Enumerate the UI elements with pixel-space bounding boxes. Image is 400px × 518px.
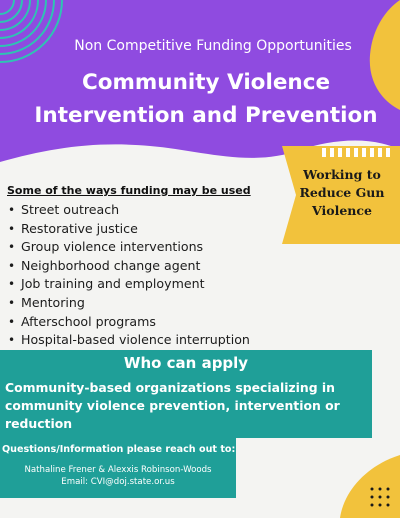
list-item-label: Afterschool programs bbox=[21, 313, 156, 329]
list-item bbox=[8, 275, 250, 294]
bullet-icon: • bbox=[8, 333, 16, 348]
list-item-label: Hospital-based violence interruption bbox=[21, 332, 250, 348]
bullet-icon: • bbox=[8, 314, 16, 329]
ways-list bbox=[8, 201, 250, 350]
who-text: Community-based organizations specializing in community violence prevention, intervention or reduction bbox=[5, 380, 340, 431]
list-item bbox=[8, 331, 250, 350]
ribbon-text bbox=[290, 166, 394, 220]
contact-email: Email: CVI@doj.state.or.us bbox=[61, 477, 175, 487]
stitch-marks bbox=[322, 148, 390, 157]
page-title-line-1: Community Violence bbox=[81, 70, 331, 95]
list-item-label: Job training and employment bbox=[21, 276, 205, 292]
ribbon-line-2: Reduce Gun bbox=[299, 185, 385, 200]
list-item bbox=[8, 238, 250, 257]
contact-names: Nathaline Frener & Alexxis Robinson-Woods bbox=[24, 465, 212, 475]
list-item-label: Mentoring bbox=[21, 294, 85, 310]
bullet-icon: • bbox=[8, 240, 16, 255]
list-item bbox=[8, 220, 250, 239]
bullet-icon: • bbox=[8, 203, 16, 217]
list-item bbox=[8, 313, 250, 332]
who-heading: Who can apply bbox=[123, 354, 249, 372]
ribbon-line-3: Violence bbox=[312, 203, 372, 218]
questions-text: Questions/Information please reach out to: bbox=[2, 444, 236, 455]
list-item-label: Group violence interventions bbox=[21, 239, 204, 255]
concentric-arcs-icon bbox=[0, 0, 70, 65]
header-subtitle: Non Competitive Funding Opportunities bbox=[74, 38, 352, 54]
list-item-label: Street outreach bbox=[21, 202, 120, 217]
page-title-line-2: Intervention and Prevention bbox=[34, 103, 378, 128]
list-item bbox=[8, 257, 250, 276]
ways-heading: Some of the ways funding may be used bbox=[7, 184, 251, 197]
bullet-icon: • bbox=[8, 277, 16, 292]
ribbon-line-1: Working to bbox=[303, 167, 381, 182]
list-item-label: Neighborhood change agent bbox=[21, 257, 201, 273]
bullet-icon: • bbox=[8, 295, 16, 310]
list-item bbox=[8, 201, 250, 220]
bullet-icon: • bbox=[8, 221, 16, 236]
bullet-icon: • bbox=[8, 258, 16, 273]
list-item-label: Restorative justice bbox=[21, 220, 138, 236]
dotted-pattern-icon bbox=[330, 455, 400, 518]
list-item bbox=[8, 294, 250, 313]
